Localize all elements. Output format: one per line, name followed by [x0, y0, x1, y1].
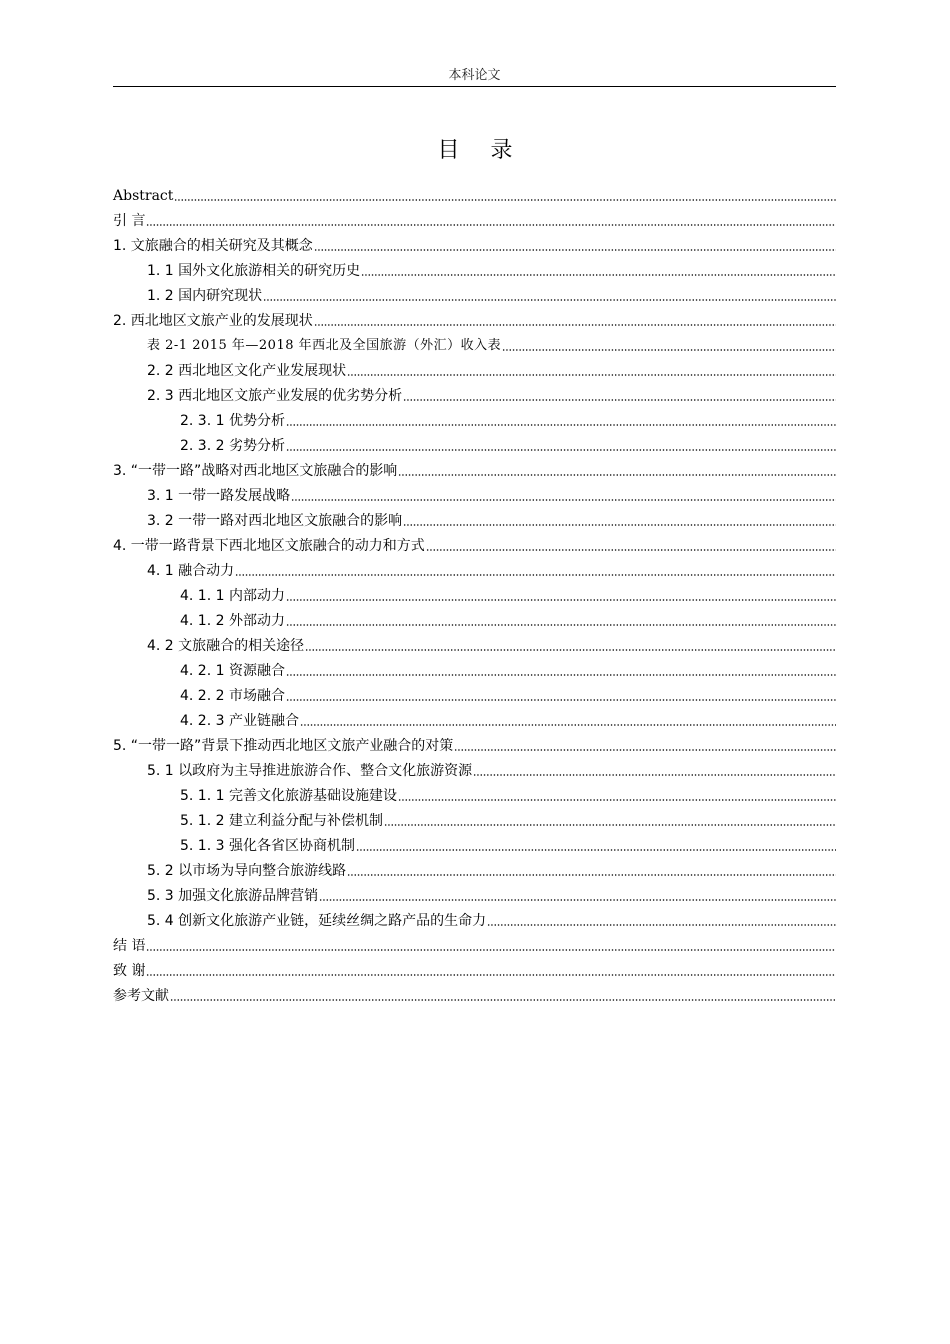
toc-dot-leader [174, 198, 836, 202]
toc-entry[interactable] [113, 256, 836, 281]
toc-dot-leader [170, 998, 836, 1002]
toc-entry[interactable] [113, 731, 836, 756]
toc-entry-label: 4. 1. 1 内部动力 [180, 588, 285, 604]
toc-dot-leader [384, 823, 836, 827]
toc-dot-leader [319, 898, 836, 902]
toc-entry[interactable] [113, 881, 836, 906]
toc-entry[interactable] [113, 631, 836, 656]
toc-entry-label: 4. 1. 2 外部动力 [180, 613, 285, 629]
toc-dot-leader [286, 673, 836, 677]
toc-entry[interactable] [113, 406, 836, 431]
toc-entry[interactable] [113, 231, 836, 256]
toc-entry[interactable] [113, 681, 836, 706]
toc-entry-label: 5. 4 创新文化旅游产业链，延续丝绸之路产品的生命力 [147, 913, 487, 929]
toc-dot-leader [314, 323, 836, 327]
toc-entry[interactable] [113, 931, 836, 956]
toc-entry-label: 4. 2 文旅融合的相关途径 [147, 638, 305, 654]
toc-dot-leader [291, 498, 836, 502]
toc-dot-leader [300, 723, 836, 727]
toc-dot-leader [426, 548, 836, 552]
toc-dot-leader [286, 623, 836, 627]
toc-dot-leader [146, 948, 836, 952]
toc-dot-leader [146, 223, 836, 227]
toc-entry[interactable] [113, 756, 836, 781]
toc-entry[interactable] [113, 481, 836, 506]
toc-dot-leader [361, 273, 836, 277]
toc-dot-leader [314, 248, 836, 252]
toc-entry-label: Abstract [113, 188, 174, 204]
toc-entry-label: 引 言 [113, 213, 146, 229]
toc-dot-leader [356, 848, 836, 852]
toc-dot-leader [286, 698, 836, 702]
toc-entry-label: 5. 1. 2 建立利益分配与补偿机制 [180, 813, 383, 829]
toc-entry[interactable] [113, 956, 836, 981]
toc-dot-leader [398, 473, 836, 477]
toc-entry-label: 5. 1 以政府为主导推进旅游合作、整合文化旅游资源 [147, 763, 473, 779]
toc-dot-leader [502, 348, 836, 352]
toc-entry-label: 2. 西北地区文旅产业的发展现状 [113, 313, 313, 329]
toc-entry-label: 致 谢 [113, 963, 146, 979]
toc-title: 目 录 [437, 138, 525, 163]
toc-entry-label: 4. 2. 3 产业链融合 [180, 713, 299, 729]
toc-entry[interactable] [113, 656, 836, 681]
toc-entry-label: 4. 2. 1 资源融合 [180, 663, 285, 679]
toc-dot-leader [286, 423, 836, 427]
toc-dot-leader [263, 298, 836, 302]
toc-entry[interactable] [113, 381, 836, 406]
page-header: 本科论文 [113, 66, 836, 87]
toc-entry[interactable] [113, 356, 836, 381]
toc-entry[interactable] [113, 781, 836, 806]
toc-entry-label: 2. 3 西北地区文旅产业发展的优劣势分析 [147, 388, 403, 404]
toc-entry-label: 5. 1. 3 强化各省区协商机制 [180, 838, 355, 854]
toc-entry-label: 5. 3 加强文化旅游品牌营销 [147, 888, 319, 904]
toc-dot-leader [487, 923, 836, 927]
toc-entry[interactable] [113, 331, 836, 356]
toc-dot-leader [146, 973, 836, 977]
toc-entry-label: 5. 2 以市场为导向整合旅游线路 [147, 863, 347, 879]
toc-entry[interactable] [113, 706, 836, 731]
toc-entry[interactable] [113, 431, 836, 456]
toc-entry[interactable] [113, 281, 836, 306]
toc-dot-leader [286, 598, 836, 602]
toc-entry-label: 2. 2 西北地区文化产业发展现状 [147, 363, 347, 379]
toc-dot-leader [235, 573, 836, 577]
toc-entry-label: 5. 1. 1 完善文化旅游基础设施建设 [180, 788, 397, 804]
toc-entry-label: 4. 1 融合动力 [147, 563, 235, 579]
toc-entry-label: 表 2-1 2015 年—2018 年西北及全国旅游（外汇）收入表 [147, 338, 502, 353]
toc-entry-label: 4. 2. 2 市场融合 [180, 688, 285, 704]
toc-entry-label: 3. 2 一带一路对西北地区文旅融合的影响 [147, 513, 403, 529]
toc-entry[interactable] [113, 806, 836, 831]
toc-dot-leader [473, 773, 836, 777]
table-of-contents [113, 181, 836, 1006]
toc-entry[interactable] [113, 556, 836, 581]
toc-dot-leader [403, 398, 836, 402]
toc-entry-label: 1. 文旅融合的相关研究及其概念 [113, 238, 313, 254]
toc-entry[interactable] [113, 206, 836, 231]
toc-entry[interactable] [113, 981, 836, 1006]
toc-dot-leader [347, 873, 836, 877]
toc-entry[interactable] [113, 306, 836, 331]
toc-entry[interactable] [113, 506, 836, 531]
toc-entry-label: 4. 一带一路背景下西北地区文旅融合的动力和方式 [113, 538, 425, 554]
toc-entry-label: 2. 3. 2 劣势分析 [180, 438, 285, 454]
toc-dot-leader [347, 373, 836, 377]
toc-entry-label: 5. “一带一路”背景下推动西北地区文旅产业融合的对策 [113, 738, 454, 754]
toc-entry-label: 2. 3. 1 优势分析 [180, 413, 285, 429]
toc-dot-leader [454, 748, 836, 752]
toc-entry-label: 1. 2 国内研究现状 [147, 288, 263, 304]
toc-entry[interactable] [113, 906, 836, 931]
toc-entry-label: 结 语 [113, 938, 146, 954]
toc-entry[interactable] [113, 606, 836, 631]
toc-dot-leader [286, 448, 836, 452]
toc-entry[interactable] [113, 531, 836, 556]
toc-entry-label: 3. “一带一路”战略对西北地区文旅融合的影响 [113, 463, 398, 479]
toc-entry[interactable] [113, 181, 836, 206]
toc-entry-label: 参考文献 [113, 988, 169, 1004]
toc-entry-label: 1. 1 国外文化旅游相关的研究历史 [147, 263, 361, 279]
toc-entry[interactable] [113, 581, 836, 606]
toc-entry[interactable] [113, 856, 836, 881]
toc-entry-label: 3. 1 一带一路发展战略 [147, 488, 291, 504]
toc-entry[interactable] [113, 831, 836, 856]
toc-dot-leader [403, 523, 836, 527]
toc-dot-leader [305, 648, 836, 652]
toc-dot-leader [398, 798, 836, 802]
toc-entry[interactable] [113, 456, 836, 481]
